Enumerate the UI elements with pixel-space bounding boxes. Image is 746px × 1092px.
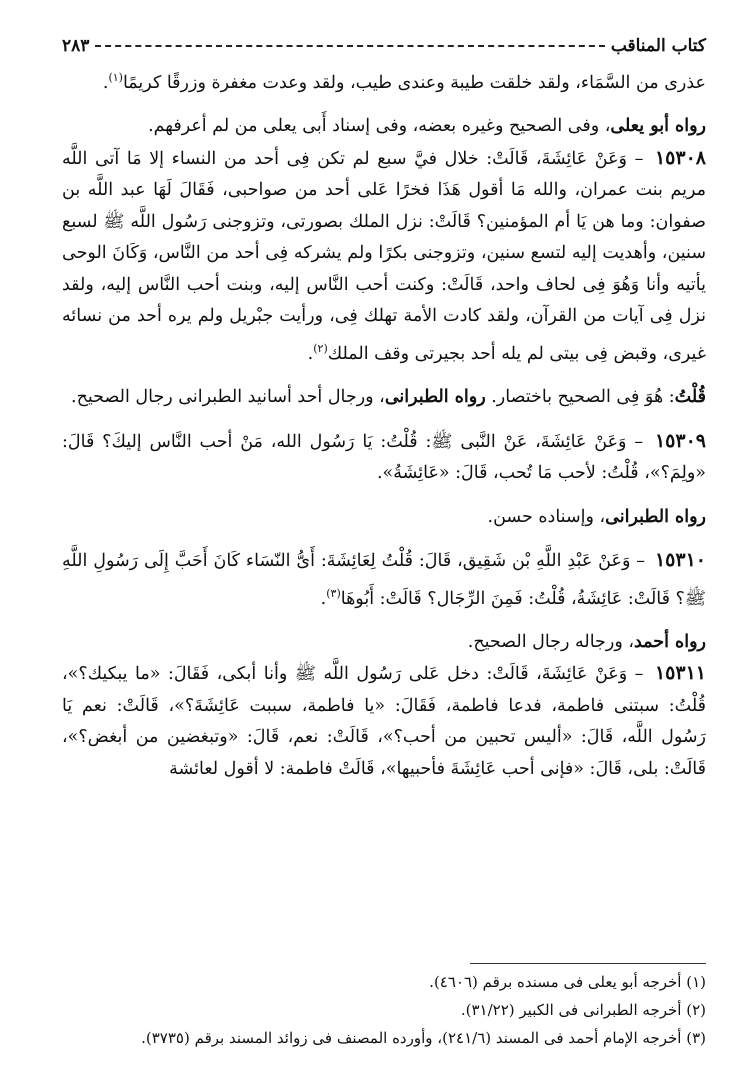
footnote-ref[interactable]: (٣)	[326, 586, 341, 600]
paragraph-text: ، وفى الصحيح وغيره بعضه، وفى إسناد أَبى يعلى من لم أعرفهم.	[148, 116, 611, 137]
qultu-label: قُلْتُ	[674, 387, 706, 408]
paragraph	[62, 62, 706, 99]
narrator-label: رواه أحمد	[633, 631, 706, 652]
footnote-3: (٣) أخرجه الإمام أحمد فى المسند (٢٤١/٦)، وأورده المصنف فى زوائد المسند برقم (٣٧٣٥).	[141, 1029, 706, 1047]
paragraph	[62, 627, 706, 659]
paragraph-text: : هُوَ فِى الصحيح باختصار.	[485, 387, 675, 408]
hadith-15309	[62, 426, 706, 490]
footnote-2: (٢) أخرجه الطبرانى فى الكبير (٣١/٢٢).	[460, 1001, 706, 1019]
paragraph	[62, 502, 706, 534]
hadith-15311	[62, 658, 706, 785]
paragraph	[62, 111, 706, 143]
footnotes	[62, 968, 706, 1052]
header-dashed-rule	[95, 45, 604, 47]
paragraph-text: – وَعَنْ عَائِشَةَ، عَنْ النَّبى ﷺ: قُلْتُ: يَا رَسُول الله، مَنْ أحب النَّاس إليكَ؟ قَالَ: «ولِمَ؟»، قُلْتُ: لأحب مَا تُحب، قَالَ: «عَائِشَةُ».	[62, 431, 706, 484]
footnote-separator	[470, 963, 706, 964]
hadith-number: ١٥٣٠٩	[654, 429, 706, 452]
hadith-15310	[62, 545, 706, 615]
paragraph-end: .	[320, 588, 327, 609]
page-number: ٢٨٣	[62, 36, 90, 56]
paragraph-end: .	[307, 343, 314, 364]
narrator-label: رواه الطبرانى	[384, 387, 486, 408]
main-text	[62, 62, 706, 785]
paragraph-text: عذرى من السَّمَاء، ولقد خلقت طيبة وعندى طيب، ولقد وعدت مغفرة وزرقًا كريمًا	[122, 72, 706, 93]
paragraph-text: ، وإسناده حسن.	[487, 506, 606, 527]
paragraph-text: – وَعَنْ عَائِشَةَ، قَالَتْ: دخل عَلى رَسُول اللَّه ﷺ وأنا أبكى، فَقَالَ: «ما يبكيك؟»، قُلْتُ: سبتنى فاطمة، فدعا فاطمة، فَقَالَ: «يا فاطمة، سببت عَائِشَةَ؟»، قَالَتْ: نعم يَا رَسُول اللَّه، قَالَ: «أليس تحبين من أحب؟»، قَالَتْ: نعم، قَالَ: «وتبغضين من أبغض؟»، قَالَتْ: بلى، قَالَ: «فإنى أحب عَائِشَةَ فأحبيها»، قَالَتْ فاطمة: لا أقول لعائشة	[62, 664, 706, 779]
footnote-ref[interactable]: (١)	[108, 71, 123, 84]
hadith-15308	[62, 143, 706, 370]
paragraph-text: ، ورجال أحد أسانيد الطبرانى رجال الصحيح.	[71, 387, 385, 408]
paragraph-text: – وَعَنْ عَبْدِ اللَّهِ بْن شَقِيق، قَالَ: قُلْتُ لِعَائِشَةَ: أَىُّ النّسَاء كَانَ أَحَبَّ إِلَى رَسُولِ اللَّهِ ﷺ؟ قَالَتْ: عَائِشَةُ، قُلْتُ: فَمِنَ الرِّجَال؟ قَالَتْ: أَبُوهَا	[62, 551, 706, 609]
paragraph-text: – وَعَنْ عَائِشَةَ، قَالَتْ: خلال فيَّ سبع لم تكن فِى أحد من النساء إلا مَا آتى اللَّه مريم بنت عمران، والله مَا أقول هَذَا فخرًا عَلى أحد من صواحبى، فَقَالَ لَهَا عبد اللَّه بن صفوان: وما هن يَا أم المؤمنين؟ قَالَتْ: نزل الملك بصورتى، وتزوجنى رَسُول اللَّه ﷺ لسبع سنين، وأهديت إليه لتسع سنين، وتزوجنى بكرًا ولم يشركه فِى أحد من النَّاس، وَكَانَ الوحى يأتيه وأنا وَهُوَ فِى لحاف واحد، قَالَتْ: وكنت أحب النَّاس إليه، وبنت أحب النَّاس إليه، ولقد نزل فِى آيات من القرآن، ولقد كادت الأمة تهلك فِى، ورأيت جبْريل ولم يره أحد من نسائه غيرى، وقبض فِى بيتى لم يله أحد بجيرتى وقف الملك	[62, 148, 706, 364]
narrator-label: رواه أبو يعلى	[610, 116, 706, 137]
hadith-number: ١٥٣١٠	[654, 549, 706, 572]
paragraph-text: ، ورجاله رجال الصحيح.	[467, 631, 634, 652]
paragraph-end: .	[102, 72, 109, 93]
hadith-number: ١٥٣١١	[654, 662, 706, 685]
footnote-ref[interactable]: (٢)	[313, 341, 328, 355]
book-title: كتاب المناقب	[610, 36, 706, 56]
paragraph	[62, 382, 706, 414]
running-header	[62, 34, 706, 58]
narrator-label: رواه الطبرانى	[605, 506, 706, 527]
hadith-number: ١٥٣٠٨	[654, 146, 706, 169]
footnote-1: (١) أخرجه أبو يعلى فى مسنده برقم (٤٦٠٦).	[429, 973, 706, 991]
